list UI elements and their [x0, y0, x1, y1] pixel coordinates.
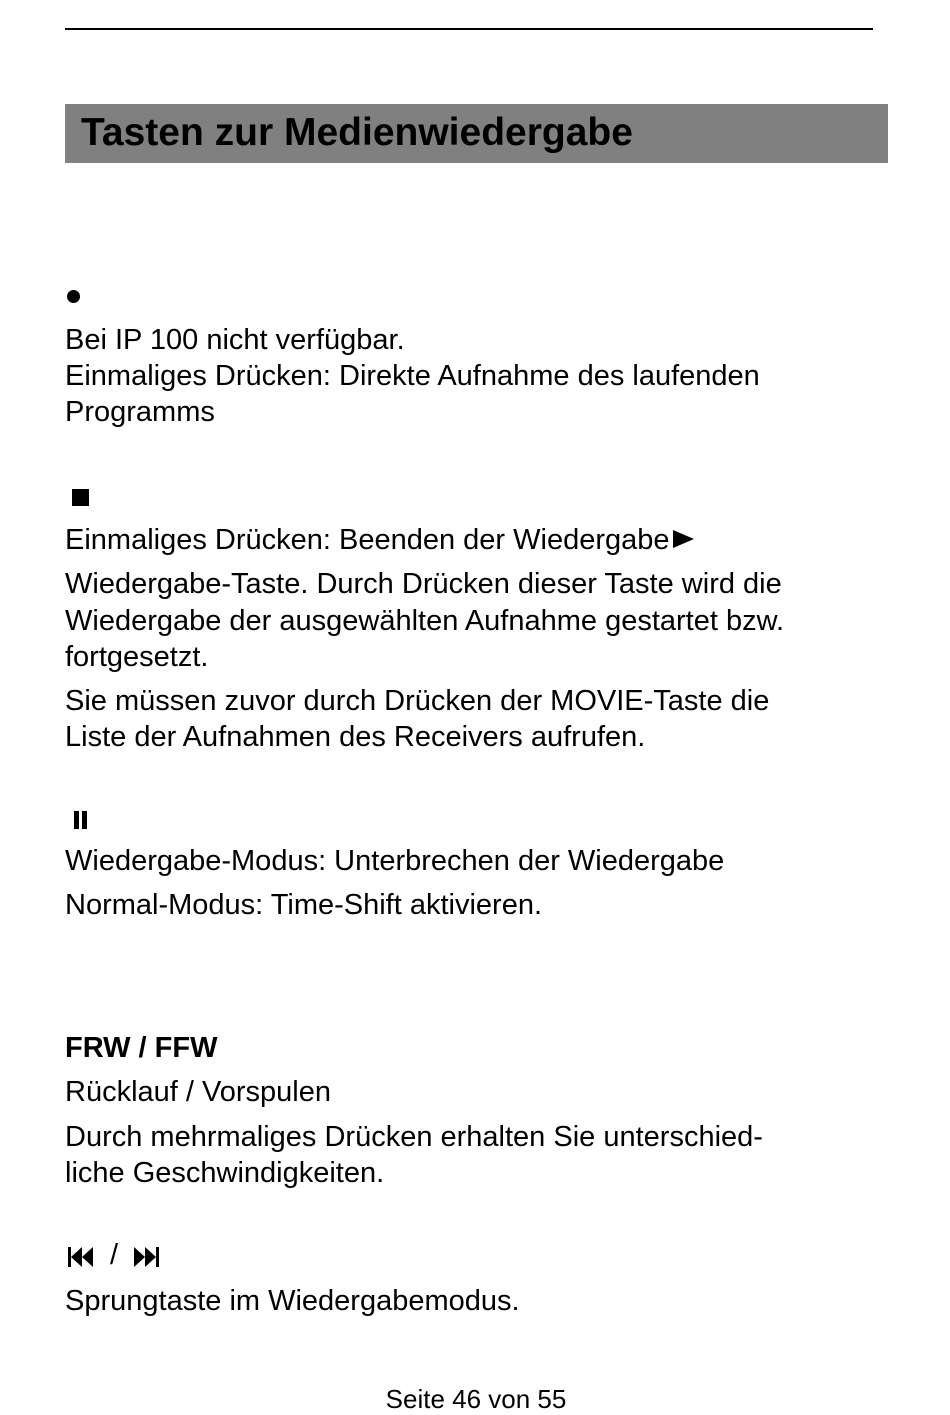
- stop-description-text: Einmaliges Drücken: Beenden der Wiedergabe: [65, 524, 670, 556]
- pause-icon: [73, 811, 89, 829]
- section-header: [65, 104, 888, 163]
- stop-description: [65, 522, 694, 558]
- play-description-line-1: Wiedergabe-Taste. Durch Drücken dieser Taste wird die: [65, 568, 782, 600]
- play-hint-line-1: Sie müssen zuvor durch Drücken der MOVIE-Taste die: [65, 685, 770, 717]
- skip-previous-icon: [67, 1246, 97, 1268]
- pause-description-line-1: Wiedergabe-Modus: Unterbrechen der Wiedergabe: [65, 845, 725, 877]
- play-description-line-2: Wiedergabe der ausgewählten Aufnahme gestartet bzw.: [65, 605, 785, 637]
- record-note: Bei IP 100 nicht verfügbar.: [65, 324, 405, 356]
- seek-description-line-1: Rücklauf / Vorspulen: [65, 1076, 331, 1108]
- pause-description-line-2: Normal-Modus: Time-Shift aktivieren.: [65, 889, 543, 921]
- seek-description-line-3: liche Geschwindigkeiten.: [65, 1157, 385, 1189]
- skip-next-icon: [131, 1246, 161, 1268]
- page-number: Seite 46 von 55: [385, 1384, 567, 1414]
- record-dot-icon: [67, 290, 80, 303]
- skip-separator: /: [110, 1239, 119, 1271]
- page-title: Tasten zur Medienwiedergabe: [81, 111, 633, 154]
- skip-description: Sprungtaste im Wiedergabemodus.: [65, 1285, 520, 1317]
- play-description-line-3: fortgesetzt.: [65, 641, 209, 673]
- top-divider: [65, 28, 873, 30]
- stop-square-icon: [72, 489, 89, 506]
- play-hint-line-2: Liste der Aufnahmen des Receivers aufrufen.: [65, 721, 646, 753]
- seek-heading: FRW / FFW: [65, 1032, 218, 1064]
- seek-description-line-2: Durch mehrmaliges Drücken erhalten Sie unterschied-: [65, 1121, 763, 1153]
- record-description-line-1: Einmaliges Drücken: Direkte Aufnahme des laufenden: [65, 360, 760, 392]
- record-description-line-2: Programms: [65, 396, 215, 428]
- play-triangle-icon: [673, 530, 694, 548]
